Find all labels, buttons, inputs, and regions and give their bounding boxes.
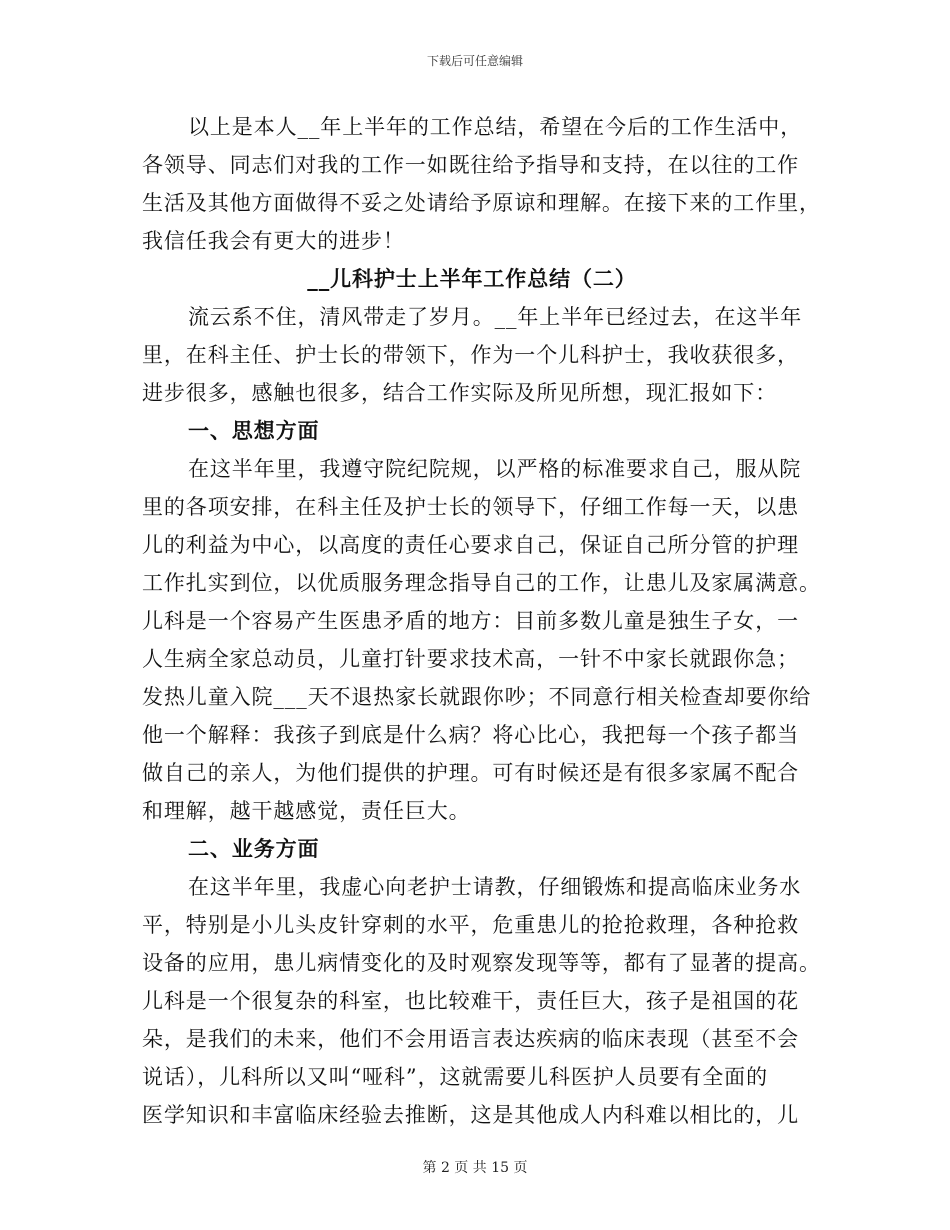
paragraph-line: 做自己的亲人，为他们提供的护理。可有时候还是有很多家属不配合 [142, 761, 799, 785]
paragraph-line: 和理解，越干越感觉，责任巨大。 [142, 799, 471, 823]
paragraph-line: 里的各项安排，在科主任及护士长的领导下，仔细工作每一天，以患 [142, 495, 799, 519]
paragraph-line: 人生病全家总动员，儿童打针要求技术高，一针不中家长就跟你急； [142, 647, 799, 671]
paragraph-line: 说话），儿科所以又叫“哑科”，这就需要儿科医护人员要有全面的 [142, 1065, 768, 1089]
paragraph-line: 各领导、同志们对我的工作一如既往给予指导和支持，在以往的工作 [142, 153, 799, 177]
paragraph-line: 在这半年里，我遵守院纪院规，以严格的标准要求自己，服从院 [188, 457, 802, 481]
document-body [142, 108, 821, 1134]
paragraph-line: 在这半年里，我虚心向老护士请教，仔细锻炼和提高临床业务水 [188, 875, 802, 899]
paragraph-line: 我信任我会有更大的进步！ [142, 229, 405, 253]
paragraph-line: 医学知识和丰富临床经验去推断，这是其他成人内科难以相比的，儿 [142, 1103, 799, 1127]
paragraph-line: 流云系不住，清风带走了岁月。__年上半年已经过去，在这半年 [188, 305, 803, 329]
paragraph-line: 进步很多，感触也很多，结合工作实际及所见所想，现汇报如下： [142, 381, 778, 405]
paragraph-line: 以上是本人__年上半年的工作总结，希望在今后的工作生活中， [188, 115, 803, 139]
paragraph-line: 儿的利益为中心，以高度的责任心要求自己，保证自己所分管的护理 [142, 533, 799, 557]
paragraph-line: 儿科是一个很复杂的科室，也比较难干，责任巨大，孩子是祖国的花 [142, 989, 799, 1013]
page-header: 下载后可任意编辑 [426, 54, 523, 68]
paragraph-line: 发热儿童入院___天不退热家长就跟你吵；不同意行相关检查却要你给 [142, 685, 812, 709]
paragraph-line: 生活及其他方面做得不妥之处请给予原谅和理解。在接下来的工作里， [142, 191, 821, 215]
paragraph-line: 设备的应用，患儿病情变化的及时观察发现等等，都有了显著的提高。 [142, 951, 821, 975]
paragraph-line: 他一个解释：我孩子到底是什么病？将心比心，我把每一个孩子都当 [142, 723, 799, 747]
paragraph-line: 儿科是一个容易产生医患矛盾的地方：目前多数儿童是独生子女，一 [142, 609, 799, 633]
heading-thought: 一、思想方面 [188, 418, 320, 443]
paragraph-line: 里，在科主任、护士长的带领下，作为一个儿科护士，我收获很多， [142, 343, 799, 367]
heading-business: 二、业务方面 [188, 836, 320, 861]
paragraph-line: 工作扎实到位，以优质服务理念指导自己的工作，让患儿及家属满意。 [142, 571, 821, 595]
paragraph-line: 朵，是我们的未来，他们不会用语言表达疾病的临床表现（甚至不会 [142, 1027, 799, 1051]
section-title: __儿科护士上半年工作总结（二） [307, 266, 637, 291]
page-footer: 第 2 页 共 15 页 [422, 1160, 528, 1176]
paragraph-line: 平，特别是小儿头皮针穿刺的水平，危重患儿的抢抢救理，各种抢救 [142, 913, 799, 937]
